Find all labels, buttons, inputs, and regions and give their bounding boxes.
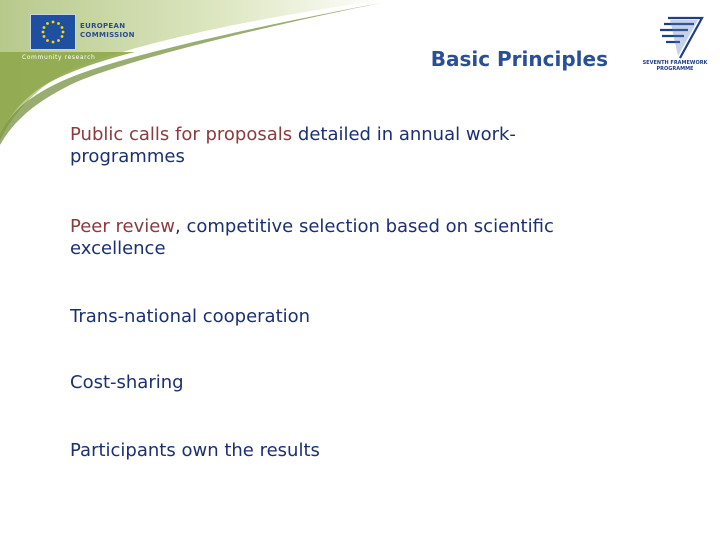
org-name: [80, 22, 135, 40]
org-name-line1: EUROPEAN: [80, 22, 126, 30]
bullet-text: detailed in annual work-programmes: [70, 124, 516, 167]
slide-title: Basic Principles: [430, 47, 608, 71]
bullet-text: Participants own the results: [70, 440, 320, 461]
list-item: [70, 216, 630, 260]
list-item: [70, 372, 630, 394]
org-subtitle: Community research: [22, 54, 96, 61]
bullet-text: , competitive selection based on scientific excellence: [70, 216, 554, 259]
bullet-highlight: Peer review: [70, 216, 176, 237]
bullet-highlight: Public calls for proposals: [70, 124, 293, 145]
bullet-text: Trans-national cooperation: [70, 306, 311, 327]
list-item: [70, 124, 630, 168]
eu-flag-icon: [30, 14, 76, 50]
org-name-line2: COMMISSION: [80, 31, 135, 39]
fp7-caption-line1: SEVENTH FRAMEWORK: [642, 60, 708, 66]
european-commission-logo: [22, 14, 142, 64]
fp7-caption: [638, 60, 712, 72]
bullet-text: Cost-sharing: [70, 372, 184, 393]
list-item: [70, 440, 630, 462]
fp7-caption-line2: PROGRAMME: [656, 66, 694, 72]
list-item: [70, 306, 630, 328]
